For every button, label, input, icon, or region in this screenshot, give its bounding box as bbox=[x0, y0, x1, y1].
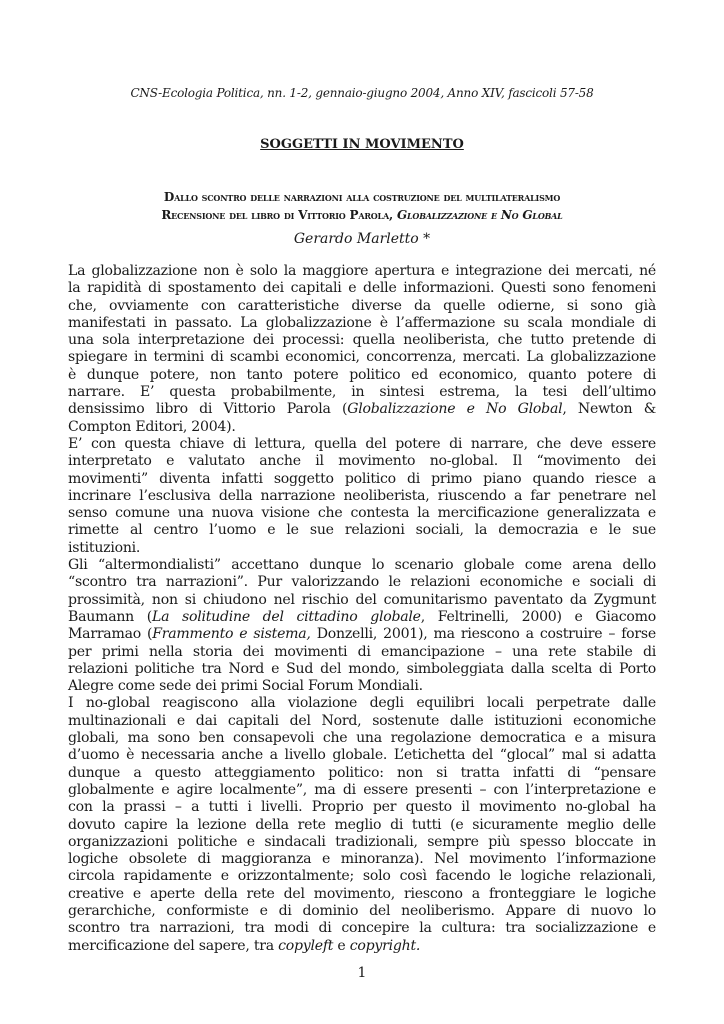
body-line bbox=[68, 436, 656, 453]
line-text: mercificazione del sapere, tra bbox=[68, 937, 279, 954]
line-text: gerarchiche, conformiste e di dominio del neoliberismo. Appare di nuovo lo bbox=[68, 902, 656, 919]
body-line bbox=[68, 626, 656, 643]
body-line bbox=[68, 886, 656, 903]
line-text: rimette al centro l’uomo e le sue relazioni sociali, la democrazia e le sue bbox=[68, 522, 656, 539]
italic-text: copyleft bbox=[278, 937, 334, 954]
line-text: circola rapidamente e orizzontalmente; solo così facendo le logiche relazionali, bbox=[68, 868, 656, 885]
line-text: relazioni politiche tra Nord e Sud del mondo, simboleggiata dalla scelta di Porto bbox=[68, 660, 656, 677]
article-body bbox=[68, 263, 656, 955]
body-line bbox=[68, 938, 656, 955]
body-line bbox=[68, 471, 656, 488]
line-text: multinazionali e dai capitali del Nord, sostenute dalle istituzioni economiche bbox=[68, 712, 656, 729]
body-line bbox=[68, 782, 656, 799]
body-line bbox=[68, 730, 656, 747]
body-line bbox=[68, 349, 656, 366]
body-line bbox=[68, 661, 656, 678]
body-line bbox=[68, 540, 656, 557]
line-text: , Newton & bbox=[562, 401, 656, 418]
body-line bbox=[68, 453, 656, 470]
line-text: Marramao ( bbox=[68, 626, 153, 643]
line-text: e bbox=[333, 937, 350, 954]
line-text: “scontro tra narrazioni”. Pur valorizzando le relazioni economiche e sociali di bbox=[68, 574, 656, 591]
line-text: E’ con questa chiave di lettura, quella del potere di narrare, che deve essere bbox=[68, 435, 656, 452]
line-text: è dunque potere, non tanto potere politico ed economico, quanto potere di bbox=[68, 366, 656, 383]
article-author: Gerardo Marletto * bbox=[293, 231, 431, 247]
line-text: dovuto capire la lezione della rete meglio di tutti (e sicuramente meglio delle bbox=[68, 816, 656, 833]
line-text: per primi nella storia dei movimenti di emancipazione – una rete stabile di bbox=[68, 643, 656, 660]
review-label: Recensione del libro di Vittorio Parola, bbox=[161, 208, 397, 222]
line-text: spiegare in termini di scambi economici, concorrenza, mercati. La globalizzazione bbox=[68, 349, 656, 366]
line-text: prossimità, non si chiudono nel rischio del comunitarismo paventato da Zygmunt bbox=[68, 591, 656, 608]
line-text: densissimo libro di Vittorio Parola ( bbox=[68, 401, 348, 418]
line-text: Donzelli, 2001), ma riescono a costruire – forse bbox=[310, 626, 656, 643]
body-line bbox=[68, 644, 656, 661]
body-line bbox=[68, 903, 656, 920]
body-line bbox=[68, 263, 656, 280]
body-line bbox=[68, 678, 656, 695]
article-title: SOGGETTI IN MOVIMENTO bbox=[260, 137, 464, 152]
body-line bbox=[68, 851, 656, 868]
body-line bbox=[68, 505, 656, 522]
line-text: d’uomo è necessaria anche a livello globale. L’etichetta del “glocal” mal si adatta bbox=[68, 747, 656, 764]
line-text: globalmente e agire localmente”, ma di essere presenti – con l’interpretazione e bbox=[68, 781, 656, 798]
body-line bbox=[68, 298, 656, 315]
body-line bbox=[68, 574, 656, 591]
line-text: senso comune una nuova visione che contesta la mercificazione generalizzata e bbox=[68, 505, 656, 522]
body-line bbox=[68, 868, 656, 885]
line-text: interpretato e valutato anche il movimento no-global. Il “movimento dei bbox=[68, 453, 656, 470]
body-line bbox=[68, 592, 656, 609]
italic-text: Globalizzazione e No Global bbox=[347, 401, 563, 418]
body-line bbox=[68, 799, 656, 816]
line-text: Compton Editori, 2004). bbox=[68, 418, 236, 435]
line-text: la rapidità di spostamento dei capitali e delle informazioni. Questi sono fenomeni bbox=[68, 280, 656, 297]
line-text: movimenti” diventa infatti soggetto politico di primo piano quando riesce a bbox=[68, 470, 656, 487]
italic-text: Frammento e sistema, bbox=[152, 626, 311, 643]
italic-text: copyright. bbox=[349, 937, 421, 954]
body-line bbox=[68, 920, 656, 937]
body-line bbox=[68, 747, 656, 764]
line-text: logiche obsolete di maggioranza e minoranza). Nel movimento l’informazione bbox=[68, 851, 656, 868]
book-title: Globalizzazione e No Global bbox=[396, 208, 563, 222]
body-line bbox=[68, 765, 656, 782]
line-text: , Feltrinelli, 2000) e Giacomo bbox=[420, 608, 656, 625]
italic-text: La solitudine del cittadino globale bbox=[152, 608, 421, 625]
body-line bbox=[68, 332, 656, 349]
body-line bbox=[68, 834, 656, 851]
line-text: globali, ma sono ben consapevoli che una regolazione democratica e a misura bbox=[68, 730, 656, 747]
body-line bbox=[68, 401, 656, 418]
body-line bbox=[68, 280, 656, 297]
line-text: organizzazioni politiche e sindacali tradizionali, sempre più spesso bloccate in bbox=[68, 833, 656, 850]
line-text: La globalizzazione non è solo la maggiore apertura e integrazione dei mercati, né bbox=[68, 263, 656, 279]
body-line bbox=[68, 713, 656, 730]
body-line bbox=[68, 695, 656, 712]
line-text: incrinare l’esclusiva della narrazione neoliberista, riuscendo a far penetrare nel bbox=[68, 487, 656, 504]
line-text: una sola interpretazione dei processi: quella neoliberista, che tutto pretende di bbox=[68, 332, 656, 349]
body-line bbox=[68, 609, 656, 626]
body-line bbox=[68, 488, 656, 505]
line-text: I no-global reagiscono alla violazione degli equilibri locali perpetrate dalle bbox=[68, 695, 656, 712]
line-text: Baumann ( bbox=[68, 608, 152, 625]
body-line bbox=[68, 522, 656, 539]
body-line bbox=[68, 367, 656, 384]
line-text: dunque a questo atteggiamento politico: non si tratta infatti di “pensare bbox=[68, 764, 656, 781]
line-text: istituzioni. bbox=[68, 539, 141, 556]
article-subtitle: Dallo scontro delle narrazioni alla costruzione del multilateralismo bbox=[163, 190, 561, 204]
line-text: narrare. E’ questa probabilmente, in sintesi estrema, la tesi dell’ultimo bbox=[68, 384, 656, 401]
line-text: Gli “altermondialisti” accettano dunque lo scenario globale come arena dello bbox=[68, 557, 656, 574]
journal-header: CNS-Ecologia Politica, nn. 1-2, gennaio-giugno 2004, Anno XIV, fascicoli 57-58 bbox=[130, 86, 594, 100]
book-review-subtitle bbox=[40, 208, 684, 222]
body-line bbox=[68, 419, 656, 436]
body-line bbox=[68, 817, 656, 834]
page-number: 1 bbox=[357, 965, 367, 981]
line-text: scontro tra narrazioni, tra modi di concepire la cultura: tra socializzazione e bbox=[68, 920, 656, 937]
body-line bbox=[68, 315, 656, 332]
line-text: con la prassi – a tutti i livelli. Proprio per questo il movimento no-global ha bbox=[68, 799, 656, 816]
body-line bbox=[68, 384, 656, 401]
line-text: creative e aperte della rete del movimento, riescono a fronteggiare le logiche bbox=[68, 885, 656, 902]
body-line bbox=[68, 557, 656, 574]
line-text: Alegre come sede dei primi Social Forum Mondiali. bbox=[68, 678, 423, 695]
line-text: manifestati in passato. La globalizzazione è l’affermazione su scala mondiale di bbox=[68, 314, 656, 331]
line-text: che, ovviamente con caratteristiche diverse da quelle odierne, si sono già bbox=[68, 297, 656, 314]
